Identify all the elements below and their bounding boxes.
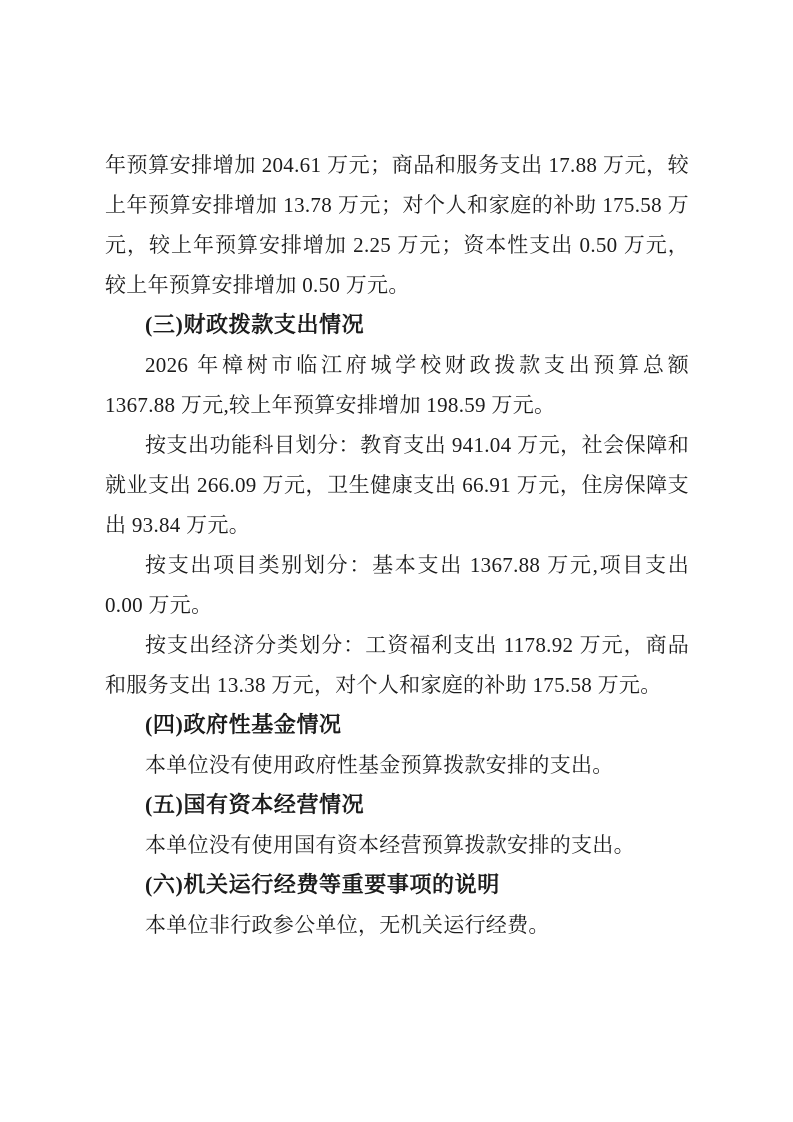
section-heading-state-capital-operation: (五)国有资本经营情况	[145, 792, 365, 817]
paragraph-agency-operating-expenses: 本单位非行政参公单位，无机关运行经费。	[145, 913, 550, 937]
paragraph-by-project-type: 按支出项目类别划分：基本支出 1367.88 万元,项目支出 0.00 万元。	[105, 553, 689, 617]
section-heading-fiscal-appropriation-expenditure: (三)财政拨款支出情况	[145, 312, 365, 337]
continuation-paragraph-budget-increase: 年预算安排增加 204.61 万元；商品和服务支出 17.88 万元，较上年预算安排增加 13.78 万元；对个人和家庭的补助 175.58 万元，较上年预算安排增加 2.25 万元；资本性支出 0.50 万元，较上年预算安排增加 0.50 万元。	[105, 153, 689, 297]
paragraph-by-economic-classification: 按支出经济分类划分：工资福利支出 1178.92 万元，商品和服务支出 13.38 万元，对个人和家庭的补助 175.58 万元。	[105, 633, 689, 697]
paragraph-state-capital-operation: 本单位没有使用国有资本经营预算拨款安排的支出。	[145, 833, 635, 857]
section-heading-agency-operating-expenses: (六)机关运行经费等重要事项的说明	[145, 872, 500, 897]
paragraph-total-expenditure-budget: 2026 年樟树市临江府城学校财政拨款支出预算总额 1367.88 万元,较上年预算安排增加 198.59 万元。	[105, 353, 689, 417]
document-content	[105, 145, 689, 945]
paragraph-by-function-category: 按支出功能科目划分：教育支出 941.04 万元，社会保障和就业支出 266.09 万元，卫生健康支出 66.91 万元，住房保障支出 93.84 万元。	[105, 433, 689, 537]
paragraph-government-funds: 本单位没有使用政府性基金预算拨款安排的支出。	[145, 753, 614, 777]
section-heading-government-funds: (四)政府性基金情况	[145, 712, 342, 737]
